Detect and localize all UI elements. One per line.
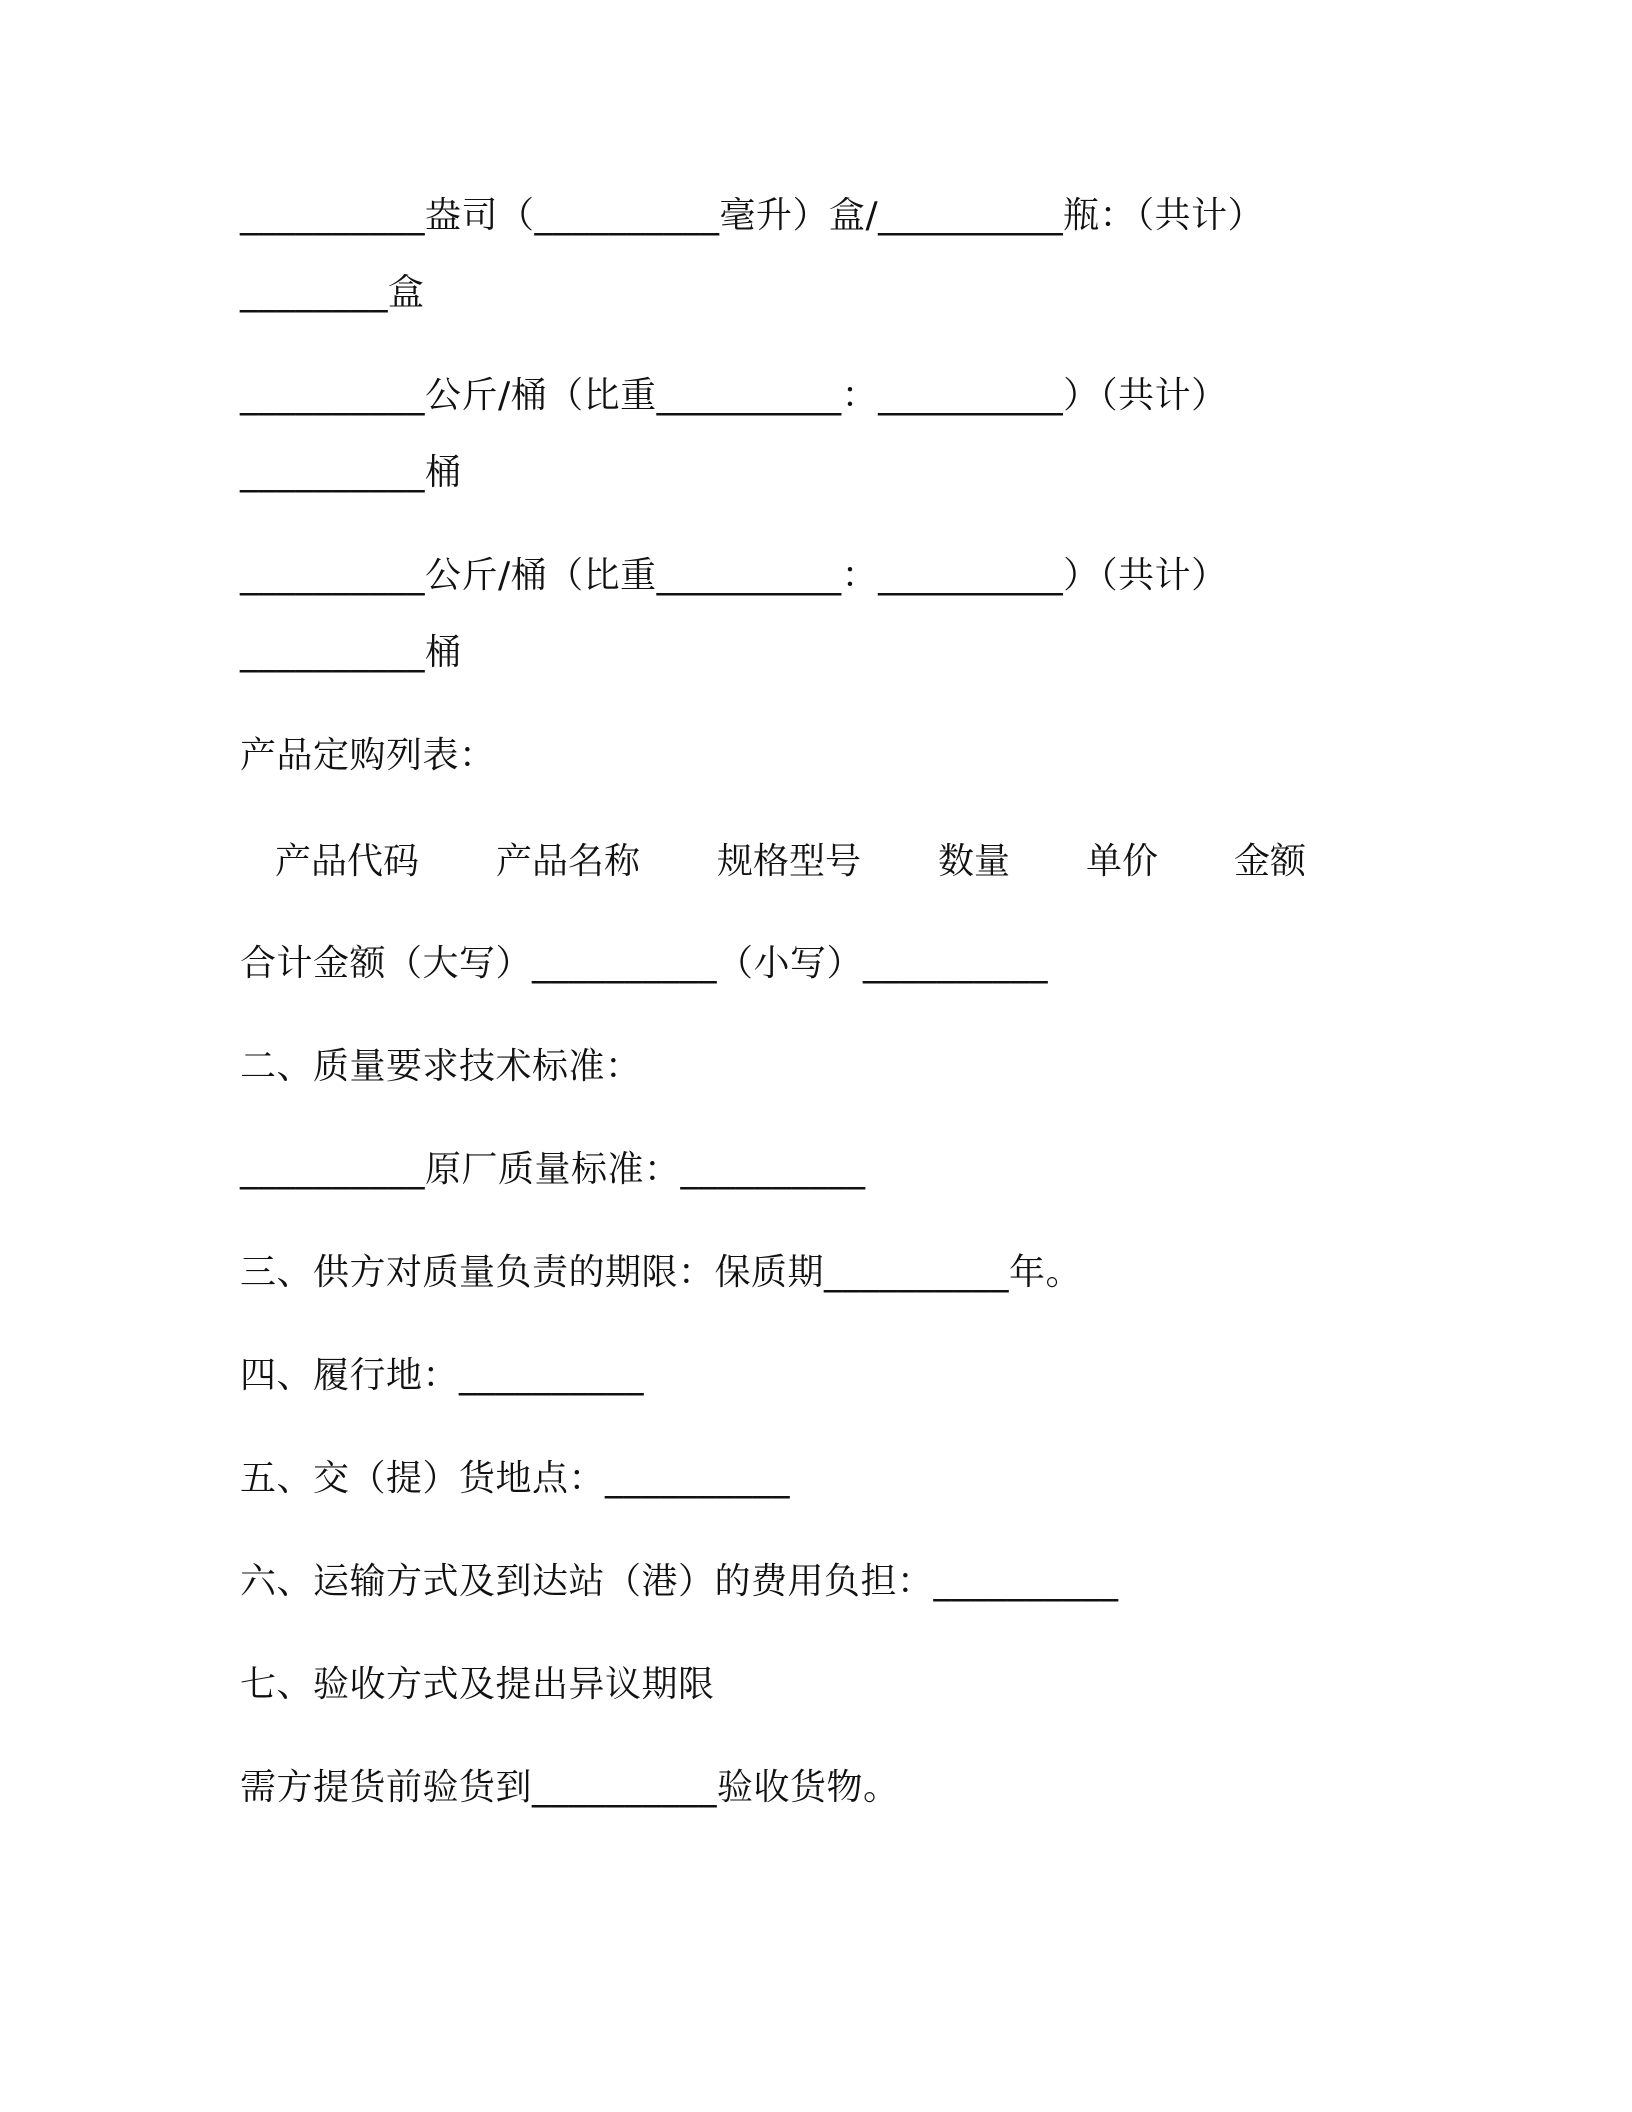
section-3-warranty-period: 三、供方对质量负责的期限：保质期__________年。: [240, 1252, 1083, 1293]
column-header-quantity: 数量: [938, 841, 1011, 882]
column-header-product-code: 产品代码: [275, 841, 420, 882]
inspection-before-pickup-line: 需方提货前验货到__________验收货物。: [240, 1767, 900, 1808]
section-4-place-of-performance: 四、履行地：__________: [240, 1355, 645, 1396]
order-list-heading: 产品定购列表：: [240, 735, 496, 776]
column-header-amount: 金额: [1234, 841, 1307, 882]
section-6-transport-cost: 六、运输方式及到达站（港）的费用负担：__________: [240, 1561, 1119, 1602]
column-header-unit-price: 单价: [1086, 841, 1159, 882]
section-5-delivery-location: 五、交（提）货地点：__________: [240, 1458, 791, 1499]
total-amount-line: 合计金额（大写）__________（小写）__________: [240, 943, 1049, 984]
packaging-line-total-barrels-1: __________桶: [240, 452, 462, 493]
packaging-line-ounce-box-bottle: __________盎司（__________毫升）盒/__________瓶：（共计）: [240, 195, 1265, 236]
section-7-inspection-heading: 七、验收方式及提出异议期限: [240, 1664, 715, 1705]
packaging-line-kg-barrel-2: __________公斤/桶（比重__________：__________）（共计）: [240, 555, 1228, 596]
order-table-header: [0, 836, 1632, 888]
column-header-specification: 规格型号: [717, 841, 862, 882]
packaging-line-total-barrels-2: __________桶: [240, 632, 462, 673]
column-header-product-name: 产品名称: [496, 841, 641, 882]
packaging-line-total-boxes: ________盒: [240, 272, 425, 313]
section-2-quality-standard-heading: 二、质量要求技术标准：: [240, 1046, 642, 1087]
original-factory-standard-line: __________原厂质量标准：__________: [240, 1149, 866, 1190]
packaging-line-kg-barrel-1: __________公斤/桶（比重__________：__________）（共计）: [240, 375, 1228, 416]
